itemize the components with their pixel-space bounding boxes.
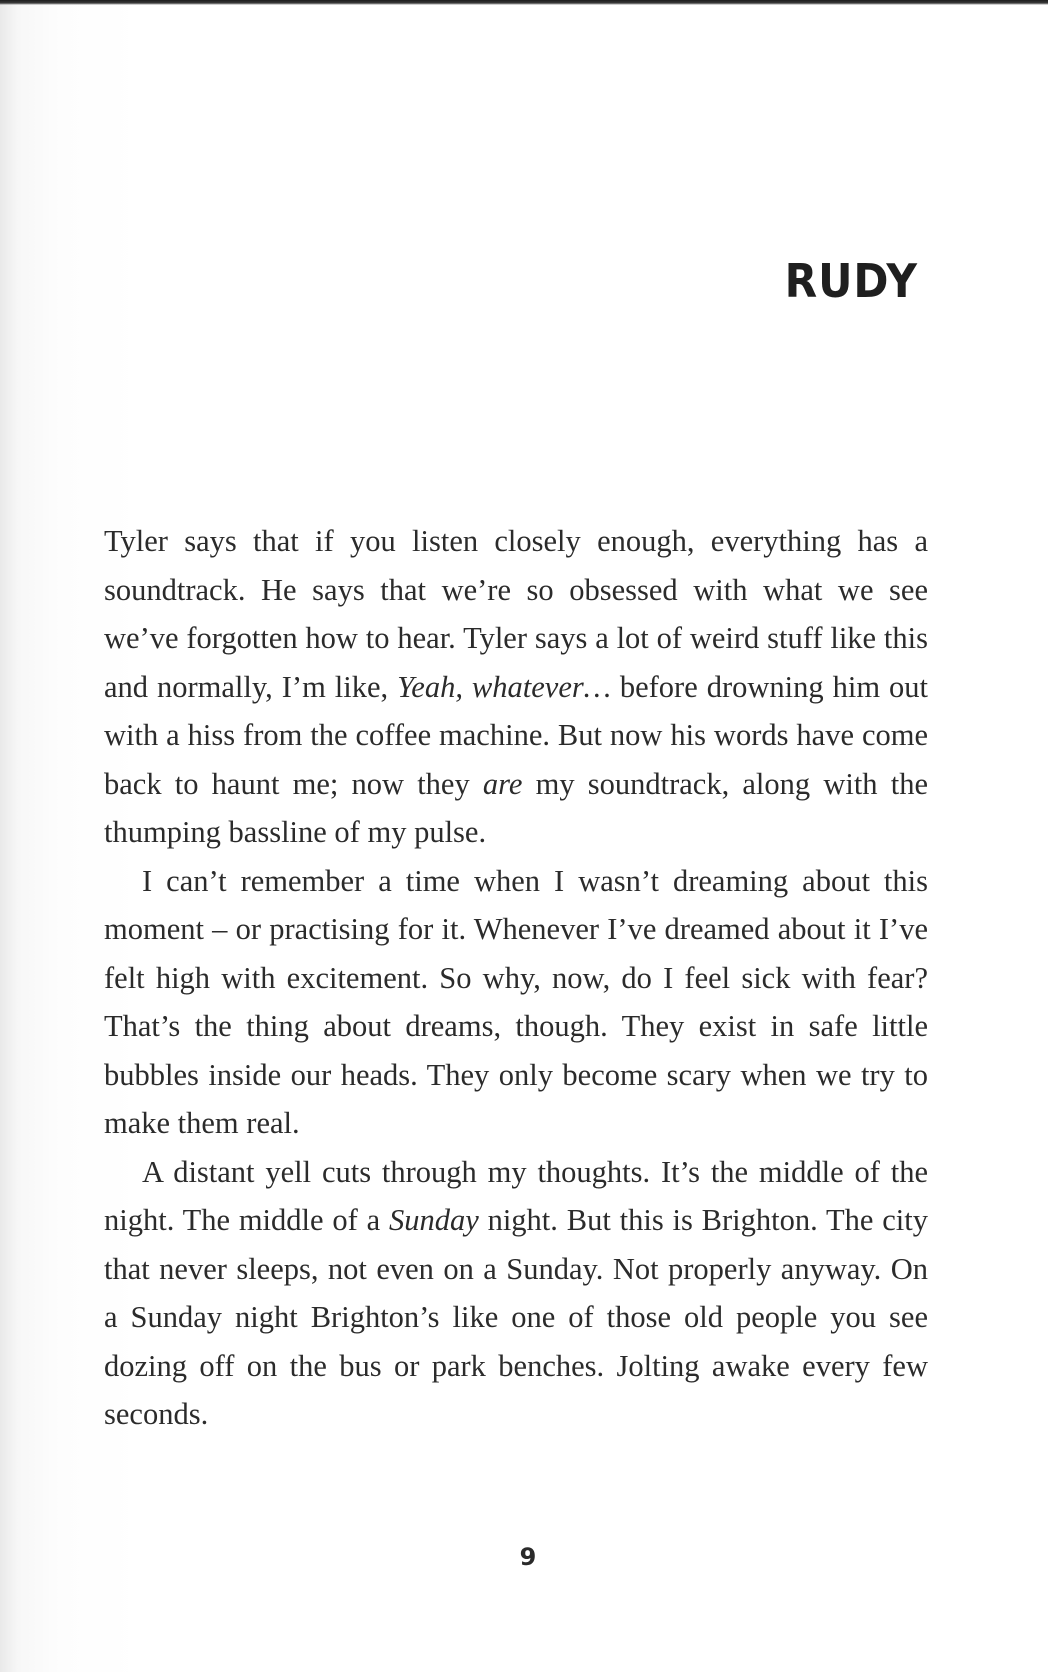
text-run: my soundtrack, along with the thumping bassline of my pulse.: [104, 766, 928, 849]
page-top-edge: [0, 0, 1048, 5]
text-run: Tyler says that if you listen closely enough, everything has a soundtrack. He says that we’re so obsessed with what we see we’ve forgotten how to hear. Tyler says a lot of weird stuff like this and normally, I’m like,: [104, 524, 928, 704]
text-run: night. But this is Brighton. The city that never sleeps, not even on a Sunday. Not properly anyway. On a Sunday night Brighton’s like one of those old people you see dozing off on the bus or park benches. Jolting awake every few seconds.: [104, 1203, 929, 1431]
paragraph: [104, 1148, 928, 1439]
italic-text-run: are: [482, 766, 523, 801]
italic-text-run: Sunday: [388, 1203, 479, 1237]
chapter-title: RUDY: [784, 254, 918, 308]
page-number: 9: [519, 1543, 537, 1571]
text-run: A distant yell cuts through my thoughts. It’s the middle of the night. The middle of a: [104, 1154, 928, 1237]
body-text: [104, 517, 928, 1439]
paragraph: [104, 857, 928, 1148]
text-run: before drowning him out with a hiss from the coffee machine. But now his words have come back to haunt me; now they: [104, 669, 928, 801]
paragraph: [104, 517, 928, 857]
italic-text-run: Yeah, whatever…: [397, 669, 611, 704]
text-run: I can’t remember a time when I wasn’t dreaming about this moment – or practising for it. Whenever I’ve dreamed about it I’ve felt high with excitement. So why, now, do I feel sick with fear? That’s the thing about dreams, though. They exist in safe little bubbles inside our heads. They only become scary when we try to make them real.: [104, 863, 928, 1140]
